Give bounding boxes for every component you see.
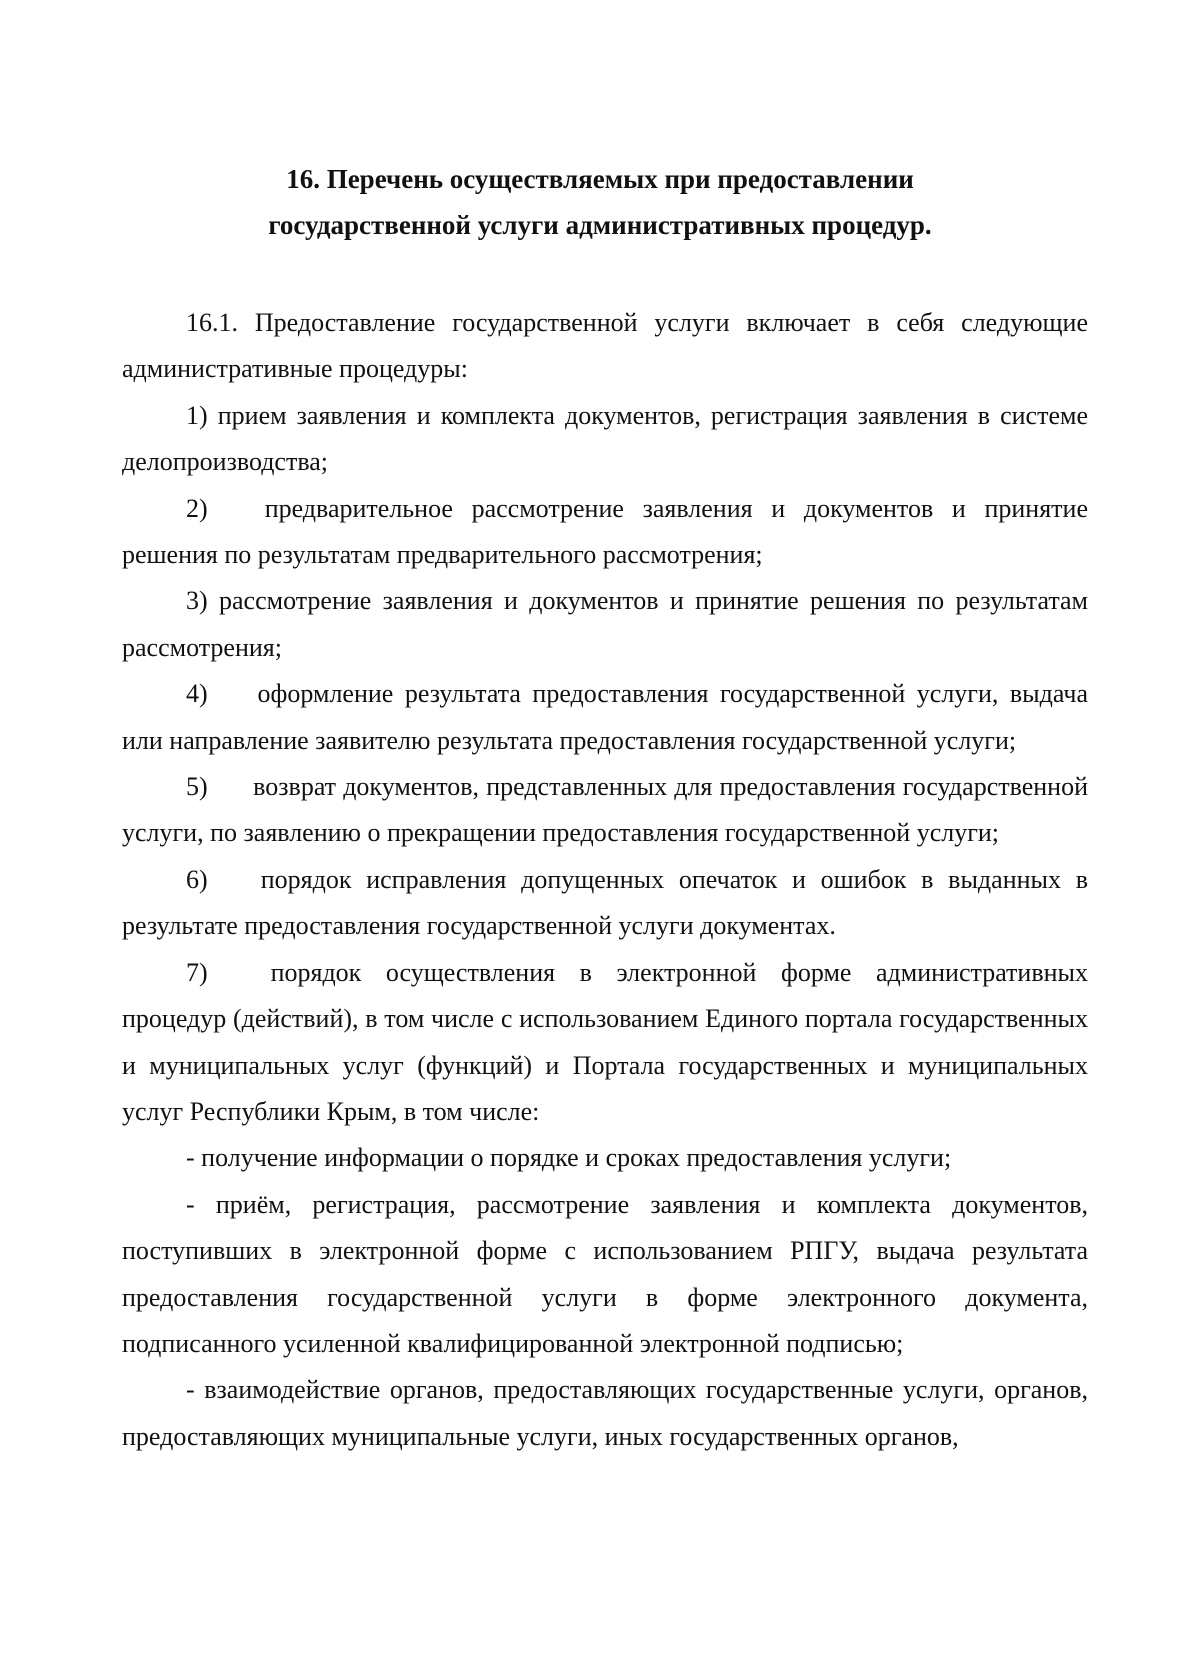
- list-item-3: 3) рассмотрение заявления и документов и принятие решения по результатам рассмотрения;: [122, 586, 1088, 662]
- list-item-1: 1) прием заявления и комплекта документов, регистрация заявления в системе делопроизводства;: [122, 400, 1088, 477]
- list-number: 4): [186, 679, 208, 709]
- list-item-5: 5) возврат документов, представленных для предоставления государственной услуги, по заявлению о прекращении предоставления государственной услуги;: [122, 764, 1088, 857]
- bullet-item-3: - взаимодействие органов, предоставляющих государственные услуги, органов, предоставляющих муниципальные услуги, иных государственных органов,: [122, 1375, 1088, 1451]
- list-number: 2): [186, 493, 208, 523]
- list-item-2: 2) предварительное рассмотрение заявления и документов и принятие решения по результатам предварительного рассмотрения;: [122, 486, 1088, 579]
- bullet-item-1: - получение информации о порядке и сроках предоставления услуги;: [186, 1143, 952, 1173]
- heading-line-1: 16. Перечень осуществляемых при предоставлении: [286, 164, 914, 194]
- document-body: [122, 300, 1088, 1460]
- section-heading: [120, 156, 1080, 248]
- bullet-item-2: - приём, регистрация, рассмотрение заявления и комплекта документов, поступивших в электронной форме с использованием РПГУ, выдача результата предоставления государственной услуги в форме электронного документа, подписанного усиленной квалифицированной электронной подписью;: [122, 1189, 1088, 1358]
- list-item-7: 7) порядок осуществления в электронной форме административных процедур (действий), в том числе с использованием Единого портала государственных и муниципальных услуг (функций) и Портала государственных и муниципальных услуг Республики Крым, в том числе:: [122, 950, 1088, 1136]
- list-item-4: 4) оформление результата предоставления государственной услуги, выдача или направление заявителю результата предоставления государственной услуги;: [122, 671, 1088, 764]
- list-number: 5): [186, 772, 208, 802]
- list-number: 7): [186, 957, 208, 987]
- heading-line-2: государственной услуги административных процедур.: [268, 210, 932, 240]
- paragraph-16-1: 16.1. Предоставление государственной услуги включает в себя следующие административные процедуры:: [122, 308, 1088, 384]
- list-item-6: 6) порядок исправления допущенных опечаток и ошибок в выданных в результате предоставления государственной услуги документах.: [122, 857, 1088, 950]
- list-number: 6): [186, 864, 208, 894]
